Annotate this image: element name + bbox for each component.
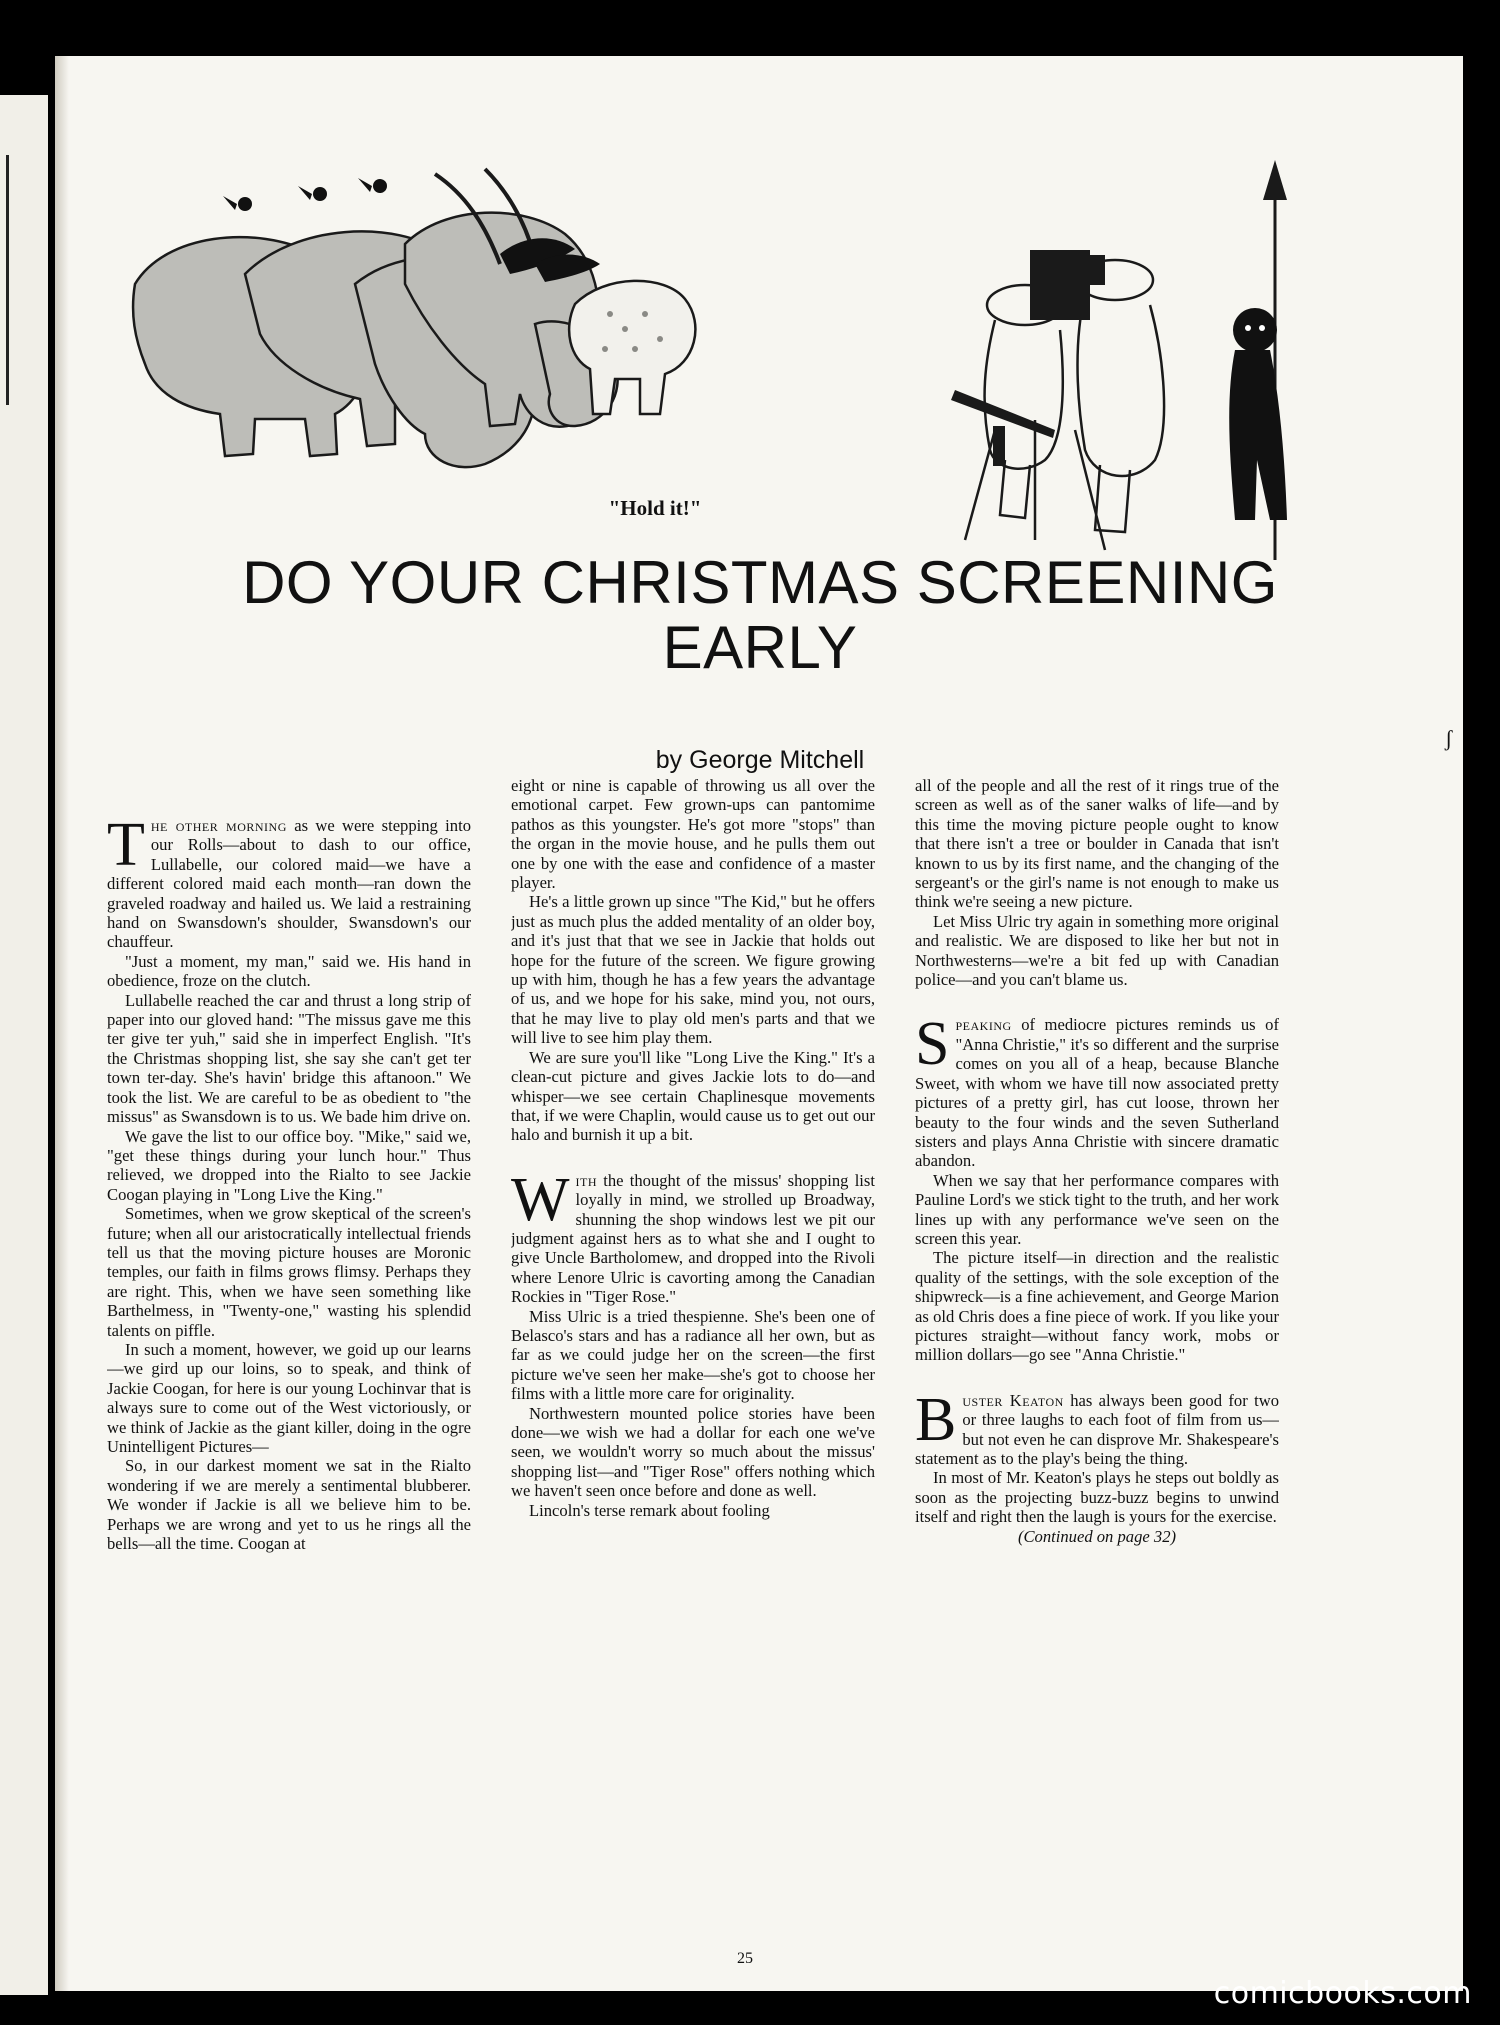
paragraph: Northwestern mounted police stories have been done—we wish we had a dollar for each one we've seen, we wouldn't worry so much about the missus' shopping list—and "Tiger Rose" offers nothing which we haven't seen once before and done as well.: [511, 1403, 875, 1501]
paragraph: Lincoln's terse remark about fooling: [529, 1500, 770, 1520]
paragraph: Lullabelle reached the car and thrust a long strip of paper into our gloved hand: "The missus gave me this ter give ter yuh," said she in imperfect English. "It's the Christmas shopping list, she say she can't get ter town ter-day. She's havin' bridge this aftanoon." We took the list. We are careful to be as obedient to "the missus" as Swansdown is to us. We bade him drive on.: [107, 990, 471, 1127]
page-number: 25: [737, 1950, 753, 1967]
paragraph: Sometimes, when we grow skeptical of the screen's future; when all our aristocratically intellectual friends tell us that the moving picture houses are Moronic temples, our faith in films grows flimsy. Perhaps they are right. This, when we have seen something like Barthelmess, in "Twenty-one," wasting his splendid talents on piffle.: [107, 1204, 471, 1340]
paragraph: Let Miss Ulric try again in something more original and realistic. We are disposed to like her but not in Northwesterns—we're a bit fed up with Canadian police—and you can't blame us.: [915, 911, 1279, 990]
paragraph: [915, 1010, 1279, 1171]
paragraph: When we say that her performance compares with Pauline Lord's we stick tight to the truth, and her work lines up with any performance we've seen on the screen this year.: [915, 1170, 1279, 1248]
paragraph: "Just a moment, my man," said we. His hand in obedience, froze on the clutch.: [107, 951, 471, 991]
paragraph: So, in our darkest moment we sat in the Rialto wondering if we are merely a sentimental blubberer. We wonder if Jackie is all we believe him to be. Perhaps we are wrong and yet to us he rings all the bells—all the time. Coogan at: [107, 1456, 471, 1554]
small-caps-lead: he other morning: [150, 816, 287, 835]
article-column-3: [915, 776, 1279, 1916]
small-caps-lead: ith: [575, 1170, 598, 1190]
title-line-2: EARLY: [662, 613, 858, 681]
article-byline: by George Mitchell: [655, 746, 865, 774]
paragraph: all of the people and all the rest of it rings true of the screen as well as of the saner walks of life—and by this time the moving picture people ought to know that there isn't a tree or boulder in Canada that isn't known to us by its first name, and the changing of the sergeant's or the girl's name is not enough to make us think we're seeing a new picture.: [915, 776, 1279, 912]
paragraph: He's a little grown up since "The Kid," but he offers just as much plus the added mentality of an older boy, and it's just that that we see in Jackie that holds out hope for the future of the screen. We figure growing up with him, though he has a few years the advantage of us, and we hope for his sake, mind you, not ours, that he may live to play old men's parts and that we will live to see him play them.: [511, 892, 875, 1048]
paragraph: In such a moment, however, we goid up our learns—we gird up our loins, so to speak, and think of Jackie Coogan, for here is our young Lochinvar that is always sure to come out of the West victoriously, or we think of Jackie as the giant killer, doing in the ogre Unintelligent Pictures—: [107, 1339, 471, 1456]
magazine-page: [55, 56, 1463, 1991]
adjacent-page-rule: [6, 155, 9, 405]
paragraph-text: as we were stepping into our Rolls—about to dash to our office, Lullabelle, our colored maid—we have a different colored maid each month—ran down the graveled roadway and hailed us. We laid a restraining hand on Swansdown's shoulder, Swansdown's our chauffeur.: [107, 816, 471, 952]
camera-crew-illustration: [935, 160, 1355, 560]
continued-notice: (Continued on page 32): [1017, 1526, 1177, 1546]
paragraph: Miss Ulric is a tried thespienne. She's been one of Belasco's stars and has a radiance all her own, but as far as we could judge her on the screen—the first picture we've seen her make—she's got to choose her films with a little more care for originality.: [511, 1306, 875, 1404]
paragraph-text: has always been good for two or three laughs to each foot of film from us—but not even he can disprove Mr. Shakespeare's statement as to the play's being the thing.: [915, 1390, 1279, 1468]
drop-cap: W: [511, 1165, 570, 1234]
paragraph: eight or nine is capable of throwing us all over the emotional carpet. Few grown-ups can pantomime pathos as this youngster. He's got more "stops" than the organ in the movie house, and he pulls them out one by one with the ease and confidence of a master player.: [511, 776, 875, 893]
rhinoceros-herd-illustration: [105, 164, 725, 494]
paragraph: In most of Mr. Keaton's plays he steps out boldly as soon as the projecting buzz-buzz begins to unwind itself and right then the laugh is yours for the exercise.: [915, 1468, 1279, 1527]
site-watermark: comicbooks.com: [1213, 1976, 1472, 2011]
title-line-1: DO YOUR CHRISTMAS SCREENING: [242, 549, 1278, 616]
paragraph: [107, 816, 471, 952]
paragraph-text: of mediocre pictures reminds us of "Anna Christie," it's so different and the surprise comes on you all of a heap, because Blanche Sweet, with whom we have till now associated pretty pictures of a pretty girl, has cut loose, thrown her beauty to the four winds and the seven Sutherland sisters and plays Anna Christie with sincere dramatic abandon.: [915, 1015, 1279, 1171]
margin-mark: ʃ: [1445, 726, 1453, 751]
paragraph: [511, 1165, 875, 1307]
paragraph: We are sure you'll like "Long Live the King." It's a clean-cut picture and gives Jackie lots to do—and whisper—we see certain Chaplinesque movements that, if we were Chaplin, would cause us to get out our halo and burnish it up a bit.: [511, 1047, 875, 1145]
illustration-caption: "Hold it!": [608, 496, 702, 520]
small-caps-lead: uster Keaton: [962, 1390, 1064, 1410]
paragraph: We gave the list to our office boy. "Mike," said we, "get these things during your lunch hour." Thus relieved, we dropped into the Rialto to see Jackie Coogan playing in "Long Live the King.": [107, 1126, 471, 1204]
adjacent-page-edge: [0, 95, 48, 1995]
drop-cap: S: [915, 1010, 950, 1079]
small-caps-lead: peaking: [955, 1015, 1012, 1035]
paragraph: [915, 1385, 1279, 1469]
drop-cap: T: [107, 816, 145, 879]
drop-cap: B: [915, 1385, 957, 1454]
page-spine-shadow: [55, 56, 69, 1991]
article-column-2: [511, 776, 875, 1916]
paragraph: The picture itself—in direction and the realistic quality of the settings, with the sole exception of the shipwreck—is a fine achievement, and George Marion as old Chris does a fine piece of work. If you like your pictures straight—without fancy work, mobs or million dollars—go see "Anna Christie.": [915, 1248, 1279, 1365]
article-column-1: [107, 816, 471, 1956]
paragraph-text: the thought of the missus' shopping list loyally in mind, we strolled up Broadway, shunning the shop windows lest we pit our judgment against hers as to what she and I ought to give Uncle Bartholomew, and dropped into the Rivoli where Lenore Ulric is cavorting among the Canadian Rockies in "Tiger Rose.": [511, 1170, 875, 1307]
article-title: [115, 551, 1405, 681]
